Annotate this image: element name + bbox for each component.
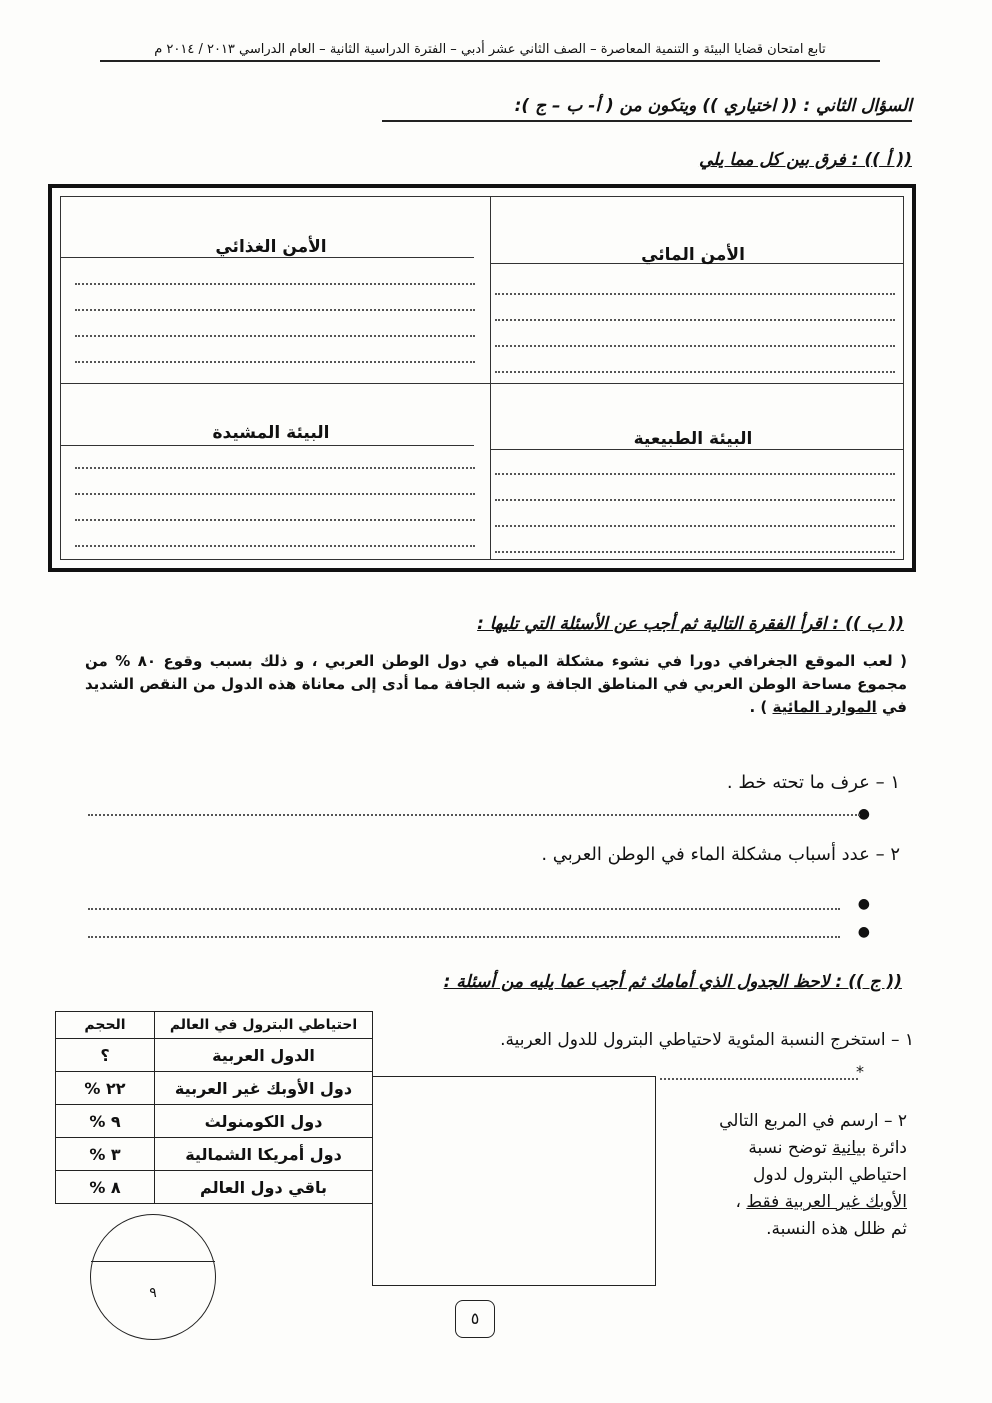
answer-line[interactable] [495, 525, 895, 527]
water-security-heading: الأمن المائي [641, 245, 745, 265]
answer-line[interactable] [88, 936, 840, 938]
table-row [56, 1039, 373, 1072]
drawing-box[interactable] [372, 1076, 656, 1286]
circle-label: ٩ [149, 1285, 157, 1301]
section-b-question-1: ١ – عرف ما تحته خط . [726, 772, 900, 793]
volume-cell: ٢٢ % [56, 1072, 155, 1105]
region-cell: دول الأوبك غير العربية [155, 1072, 373, 1105]
petroleum-reserves-table [55, 1011, 373, 1204]
answer-line[interactable] [88, 814, 860, 816]
bullet: ● [857, 806, 870, 822]
answer-line[interactable] [75, 545, 475, 547]
volume-cell: ٣ % [56, 1138, 155, 1171]
pie-circle-drawing [90, 1214, 216, 1340]
bullet: ● [857, 924, 870, 940]
page-number: ٥ [455, 1300, 495, 1338]
answer-line[interactable] [75, 467, 475, 469]
answer-line[interactable] [660, 1078, 858, 1080]
answer-line[interactable] [75, 493, 475, 495]
reading-passage: ( لعب الموقع الجغرافي دورا في نشوء مشكلة المياه في دول الوطن العربي ، و ذلك بسبب وقوع ٨٠ % من مجموع مساحة الوطن العربي في المناطق الجافة و شبه الجافة مما أدى إلى معاناة هذه الدول من النقص الشديد في الموارد المائية ) . [85, 652, 907, 716]
answer-line[interactable] [75, 309, 475, 311]
section-b-title: (( ب )) : اقرأ الفقرة التالية ثم أجب عن الأسئلة التي تليها : [477, 614, 904, 634]
section-c-question-1: ١ – استخرج النسبة المئوية لاحتياطي البترول للدول العربية. [500, 1030, 914, 1050]
answer-line[interactable] [75, 335, 475, 337]
section-b-question-2: ٢ – عدد أسباب مشكلة الماء في الوطن العربي . [541, 844, 900, 865]
volume-cell: ٩ % [56, 1105, 155, 1138]
asterisk: * [856, 1062, 864, 1081]
table-row [56, 1138, 373, 1171]
volume-cell: ٨ % [56, 1171, 155, 1204]
answer-line[interactable] [495, 499, 895, 501]
region-cell: دول الكومنولث [155, 1105, 373, 1138]
answer-line[interactable] [495, 551, 895, 553]
exam-header: تابع امتحان قضايا البيئة و التنمية المعاصرة – الصف الثاني عشر أدبي – الفترة الدراسية الثانية – العام الدراسي ٢٠١٣ / ٢٠١٤ م [100, 42, 880, 62]
volume-cell: ؟ [56, 1039, 155, 1072]
section-c-title: (( ج )) : لاحظ الجدول الذي أمامك ثم أجب عما يليه من أسئلة : [443, 972, 902, 992]
answer-line[interactable] [495, 473, 895, 475]
built-environment-heading: البيئة المشيدة [212, 423, 330, 443]
region-cell: باقي دول العالم [155, 1171, 373, 1204]
food-security-heading: الأمن الغذائي [215, 237, 327, 257]
answer-line[interactable] [88, 908, 840, 910]
section-c-question-2: ٢ – ارسم في المربع التالي دائرة بيانية توضح نسبة احتياطي البترول لدول الأوبك غير العربية فقط ، ثم ظلل هذه النسبة. [719, 1111, 907, 1239]
answer-line[interactable] [75, 519, 475, 521]
question-title: السؤال الثاني : (( اختياري )) ويتكون من ( أ- ب – ج ): [382, 96, 912, 122]
table-header: الحجم [56, 1012, 155, 1039]
table-row [56, 1105, 373, 1138]
answer-line[interactable] [75, 283, 475, 285]
answer-line[interactable] [495, 371, 895, 373]
table-row [56, 1171, 373, 1204]
answer-line[interactable] [495, 319, 895, 321]
answer-line[interactable] [495, 345, 895, 347]
table-header: احتياطي البترول في العالم [155, 1012, 373, 1039]
section-a-title: (( أ )) : فرق بين كل مما يلي [698, 150, 912, 170]
answer-line[interactable] [75, 361, 475, 363]
table-header-row [56, 1012, 373, 1039]
answer-line[interactable] [495, 293, 895, 295]
comparison-table [48, 184, 916, 572]
bullet: ● [857, 896, 870, 912]
table-row [56, 1072, 373, 1105]
region-cell: الدول العربية [155, 1039, 373, 1072]
natural-environment-heading: البيئة الطبيعية [633, 429, 753, 449]
region-cell: دول أمريكا الشمالية [155, 1138, 373, 1171]
